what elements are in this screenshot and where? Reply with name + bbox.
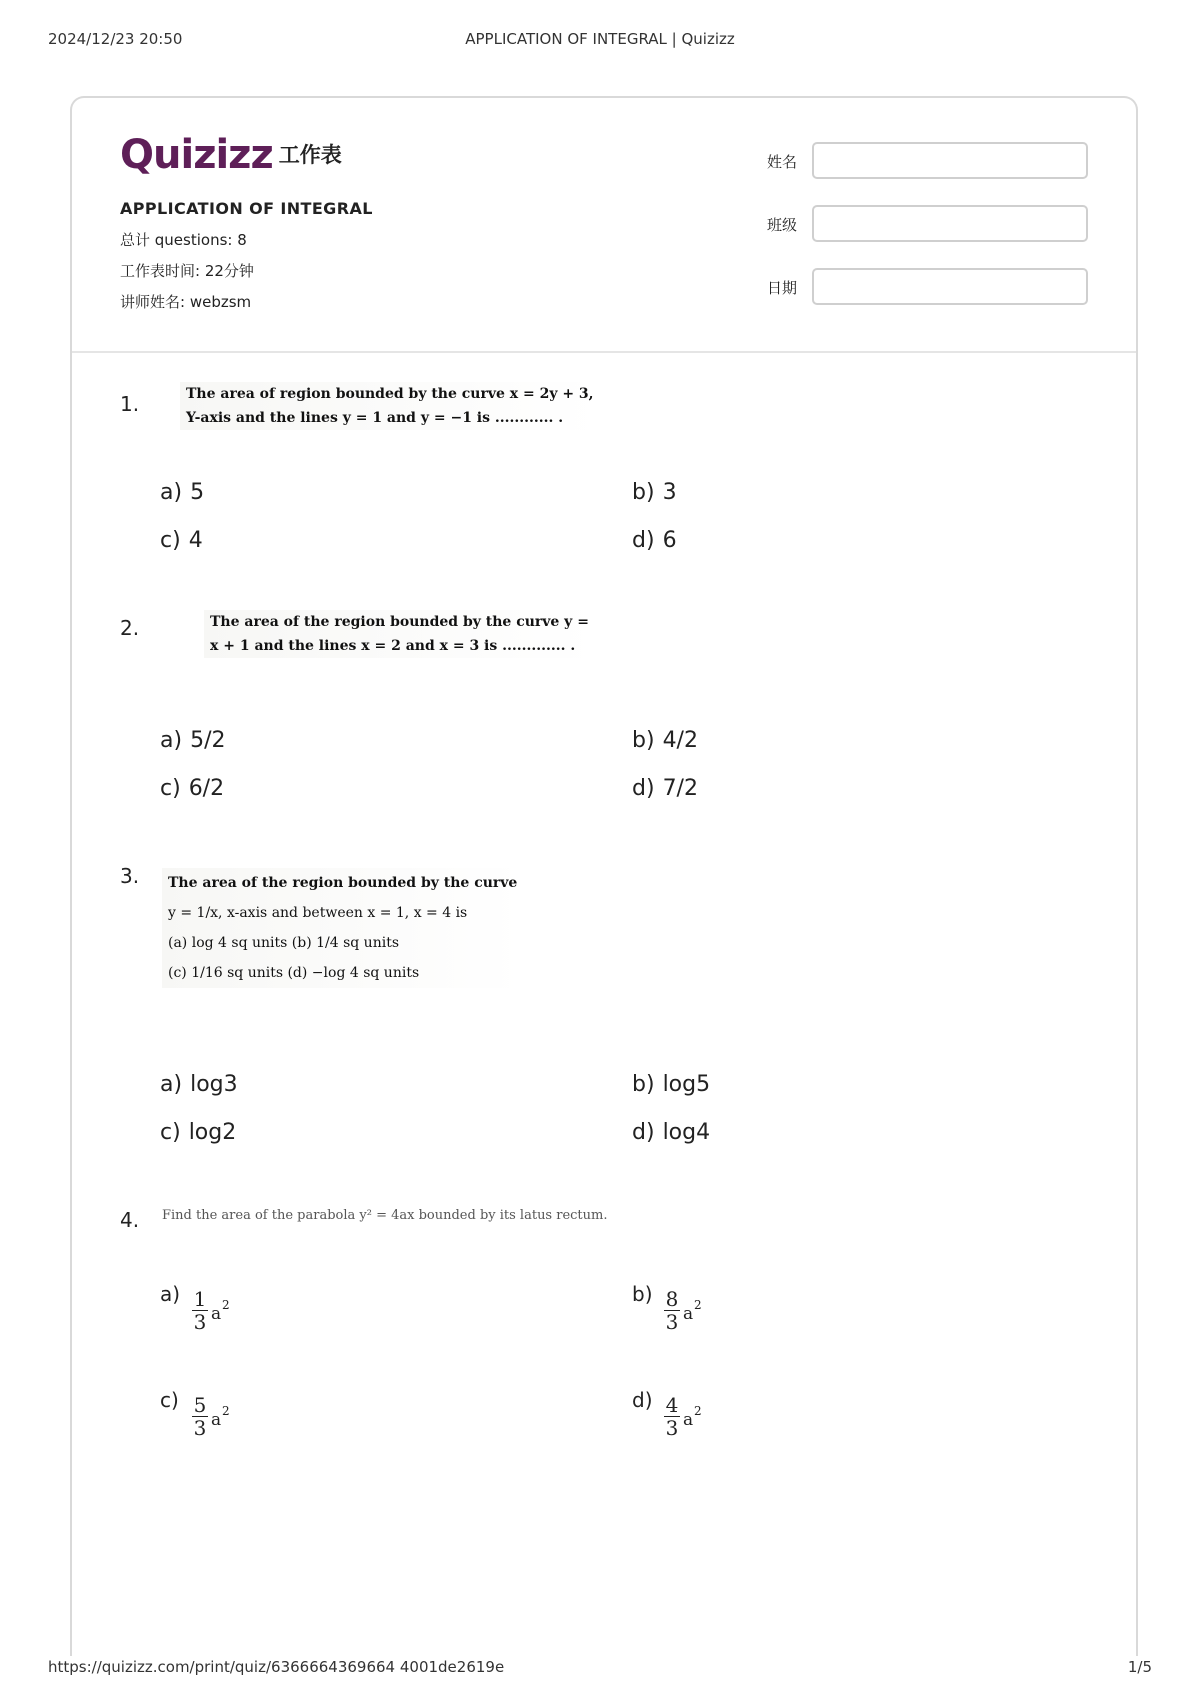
fraction-expression: 1 3 a 2 xyxy=(193,1287,230,1334)
name-label: 姓名 xyxy=(767,153,798,171)
option-c: c) 4 xyxy=(160,528,203,553)
stem-line: x + 1 and the lines x = 2 and x = 3 is ............. . xyxy=(210,638,576,654)
stem-line: The area of region bounded by the curve x = 2y + 3, xyxy=(186,386,594,402)
stem-line: The area of the region bounded by the curve xyxy=(168,875,518,891)
option-b: b) log5 xyxy=(632,1072,711,1097)
logo-subtitle: 工作表 xyxy=(278,143,342,167)
option-c: c) log2 xyxy=(160,1120,237,1145)
quiz-title: APPLICATION OF INTEGRAL xyxy=(120,199,373,218)
print-footer xyxy=(48,1658,1152,1678)
total-questions: 总计 questions: 8 xyxy=(120,231,247,249)
question-number: 1. xyxy=(120,392,140,416)
option-a: a) 5 xyxy=(160,480,205,505)
question-stem-image xyxy=(162,868,523,988)
date-field[interactable] xyxy=(812,268,1088,305)
option-d: d) 6 xyxy=(632,528,677,553)
option-a: a) log3 xyxy=(160,1072,238,1097)
stem-line: Find the area of the parabola y² = 4ax bounded by its latus rectum. xyxy=(162,1208,608,1223)
worksheet-time: 工作表时间: 22分钟 xyxy=(120,262,254,280)
stem-line: (c) 1/16 sq units (d) −log 4 sq units xyxy=(168,965,420,981)
stem-line: The area of the region bounded by the curve y = xyxy=(210,614,589,630)
fraction-expression: 8 3 a 2 xyxy=(665,1287,702,1334)
class-field[interactable] xyxy=(812,205,1088,242)
question-number: 3. xyxy=(120,864,140,888)
option-b: b) 3 xyxy=(632,480,677,505)
name-field[interactable] xyxy=(812,142,1088,179)
option-d: d) log4 xyxy=(632,1120,711,1145)
option-b: b) 4/2 xyxy=(632,728,698,753)
class-label: 班级 xyxy=(767,216,798,234)
question-stem-image xyxy=(180,382,600,430)
question-number: 4. xyxy=(120,1208,140,1232)
fraction-expression: 5 3 a 2 xyxy=(193,1393,230,1440)
logo-brand: Quizizz xyxy=(120,132,273,178)
worksheet-header xyxy=(72,98,1136,353)
print-header xyxy=(48,30,1152,50)
question-stem-image xyxy=(162,1206,608,1226)
print-page-title: APPLICATION OF INTEGRAL | Quizizz xyxy=(465,30,735,48)
question-number: 2. xyxy=(120,616,140,640)
page-number: 1/5 xyxy=(1127,1658,1152,1676)
date-label: 日期 xyxy=(767,279,798,297)
stem-line: (a) log 4 sq units (b) 1/4 sq units xyxy=(168,935,399,951)
quizizz-logo xyxy=(120,134,342,176)
fraction-expression: 4 3 a 2 xyxy=(665,1393,702,1440)
option-a: a) 5/2 xyxy=(160,728,226,753)
stem-line: Y-axis and the lines y = 1 and y = −1 is ............ . xyxy=(186,410,564,426)
stem-line: y = 1/x, x-axis and between x = 1, x = 4 is xyxy=(168,905,468,921)
option-c: c) 6/2 xyxy=(160,776,225,801)
print-url[interactable]: https://quizizz.com/print/quiz/6366664369664 4001de2619e xyxy=(48,1658,505,1676)
option-d: d) 7/2 xyxy=(632,776,698,801)
teacher-name: 讲师姓名: webzsm xyxy=(120,293,252,311)
print-datetime: 2024/12/23 20:50 xyxy=(48,30,183,48)
question-stem-image xyxy=(204,610,595,658)
worksheet-card: Quizizz 工作表 APPLICATION OF INTEGRAL 总计 questions: 8 工作表时间: 22分钟 讲师姓名: webzsm 姓名 班级 日期 1. The area of region bounded by the curve x = 2y + 3, Y-axis and the lines y = 1 and y = −1 is ............ . a) 5 b) 3 c) 4 d) 6 2. The area of the region bounded by the curve y = x + 1 and the lines x = 2 and x = 3 is ............. . a) 5/2 b) 4/2 c) 6/2 d) 7/2 3. The area of the region bounded by the curve y = 1/x, x-axis and between x = 1, x = 4 is (a) log 4 sq units (b) 1/4 sq units (c) 1/16 sq units (d) −log 4 sq units a) log3 b) log5 c) log2 d) log4 4. Find the area of the parabola y² = 4ax bounded by its latus rectum. a) 1 3 a 2 b) 8 3 a 2 c) 5 3 a 2 d) 4 3 a 2 xyxy=(70,96,1138,1656)
